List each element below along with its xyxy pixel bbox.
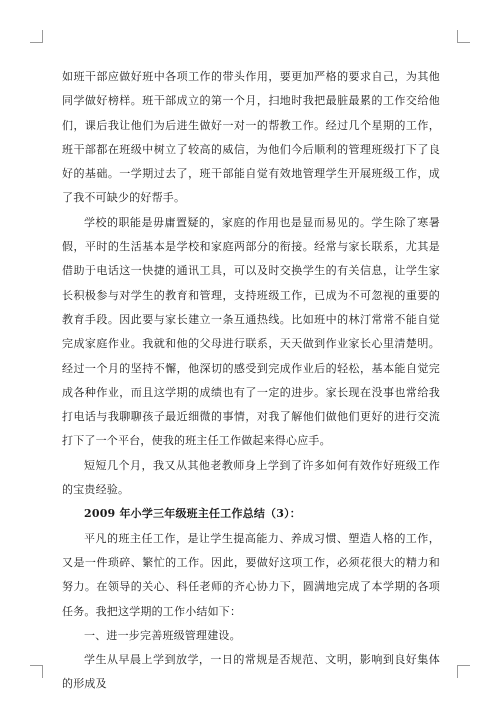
document-body [62,65,440,697]
paragraph-summary-intro: 平凡的班主任工作，是让学生提高能力、养成习惯、塑造人格的工作，又是一件琐碎、繁忙的工作。因此，要做好这项工作，必须花很大的精力和努力。在领导的关心、科任老师的齐心协力下，圆满地完成了本学期的各项任务。我把这学期的工作小结如下： [62,531,440,618]
paragraph-home-school-contact: 学校的职能是毋庸置疑的，家庭的作用也是显而易见的。学生除了寒暑假，平时的生活基本是学校和家庭两部分的衔接。经常与家长联系，尤其是借助于电话这一快捷的通讯工具，可以及时交换学生的有关信息，让学生家长积极参与对学生的教育和管理，支持班级工作，已成为不可忽视的重要的教育手段。因此要与家长建立一条互通热线。比如班中的林汀常常不能自觉完成家庭作业。我就和他的父母进行联系，天天做到作业家长心里清楚明。经过一个月的坚持不懈，他深切的感受到完成作业后的轻松，基本能自觉完成各种作业，而且这学期的成绩也有了一定的进步。家长现在没事也常给我打电话与我聊聊孩子最近细微的事情，对我了解他们做他们更好的进行交流打下了一个平台，使我的班主任工作做起来得心应手。 [62,215,440,448]
crop-mark-top-left [30,30,43,43]
paragraph-list-item-one: 一、进一步完善班级管理建设。 [84,628,241,642]
crop-mark-top-right [457,30,470,43]
paragraph-class-leaders: 如班干部应做好班中各项工作的带头作用，要更加严格的要求自己，为其他同学做好榜样。班干部成立的第一个月，扫地时我把最脏最累的工作交给他们，课后我让他们为后进生做好一对一的帮教工作。经过几个星期的工作，班干部都在班级中树立了较高的威信，为他们今后顺利的管理班级打下了良好的基础。一学期过去了，班干部能自觉有效地管理学生开展班级工作，成了我不可缺少的好帮手。 [62,70,440,205]
crop-mark-bottom-right [457,665,470,678]
paragraph-learned-experience: 短短几个月，我又从其他老教师身上学到了许多如何有效作好班级工作的宝贵经验。 [62,458,440,497]
paragraph-daily-routine: 学生从早晨上学到放学，一日的常规是否规范、文明，影响到良好集体的形成及 [62,653,440,691]
crop-mark-bottom-left [30,665,43,678]
section-heading: 2009 年小学三年级班主任工作总结（3）： [84,507,301,521]
